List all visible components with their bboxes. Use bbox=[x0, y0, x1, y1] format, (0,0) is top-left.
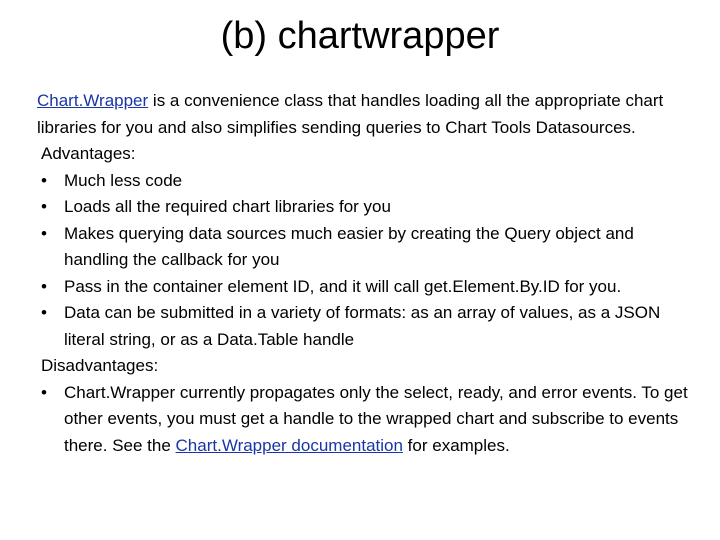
disadvantages-heading: Disadvantages: bbox=[41, 356, 159, 375]
advantage-item: • Data can be submitted in a variety of formats: as an array of values, as a JSON literal string, or as a Data.Table handle bbox=[37, 300, 697, 353]
chartwrapper-link[interactable]: Chart.Wrapper bbox=[37, 91, 149, 110]
chartwrapper-documentation-link[interactable]: Chart.Wrapper documentation bbox=[175, 435, 403, 455]
intro-text: is a convenience class that handles loading all the appropriate chart libraries for you and also simplifies sending queries to Chart Tools Datasources. bbox=[37, 91, 664, 137]
slide-body bbox=[37, 88, 697, 459]
intro-paragraph bbox=[37, 88, 697, 141]
disadvantage-text: Chart.Wrapper currently propagates only the select, ready, and error events. To get other events, you must get a handle to the wrapped chart and subscribe to events there. See the bbox=[64, 382, 688, 455]
advantage-item: • Much less code bbox=[37, 168, 697, 195]
advantages-heading: Advantages: bbox=[41, 144, 136, 163]
advantage-item: • Loads all the required chart libraries for you bbox=[37, 194, 697, 221]
advantage-item: • Makes querying data sources much easier by creating the Query object and handling the callback for you bbox=[37, 221, 697, 274]
disadvantage-item bbox=[37, 380, 697, 460]
slide-title: (b) chartwrapper bbox=[220, 15, 500, 57]
advantage-item: • Pass in the container element ID, and it will call get.Element.By.ID for you. bbox=[37, 274, 697, 301]
disadvantage-end-text: for examples. bbox=[402, 435, 510, 455]
